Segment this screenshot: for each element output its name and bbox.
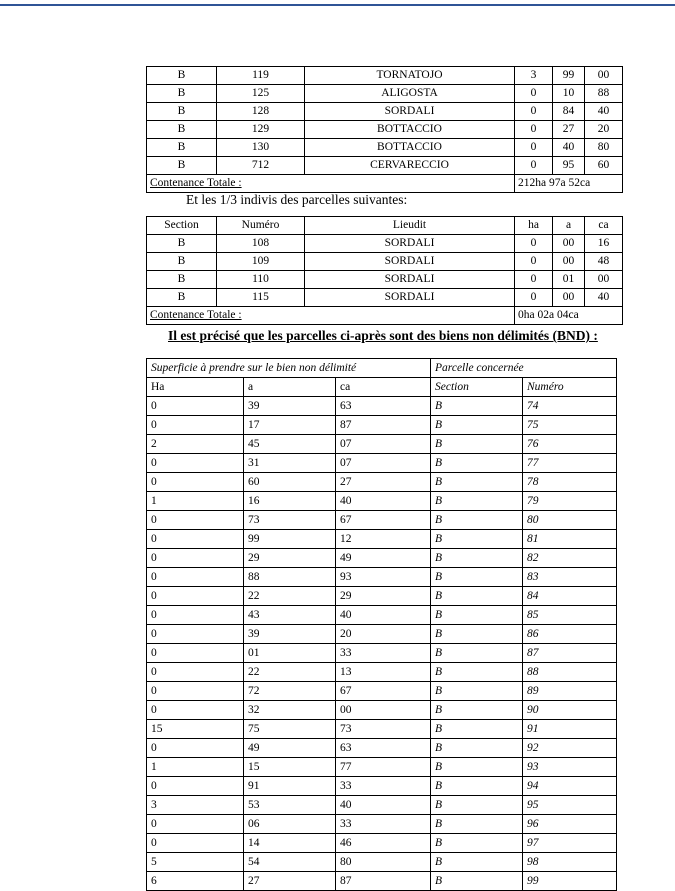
cell-numero: 90	[523, 701, 617, 720]
cell-section: B	[431, 511, 523, 530]
cell-a: 72	[244, 682, 336, 701]
table-row	[147, 606, 617, 625]
cell-section: B	[431, 777, 523, 796]
table-row	[147, 235, 623, 253]
cell-numero: 130	[217, 139, 305, 157]
cell-ha: 0	[147, 701, 244, 720]
cell-section: B	[431, 530, 523, 549]
header-ha: ha	[515, 217, 553, 235]
cell-numero: 79	[523, 492, 617, 511]
cell-section: B	[431, 739, 523, 758]
table-row	[147, 739, 617, 758]
cell-section: B	[431, 492, 523, 511]
cell-ha: 6	[147, 872, 244, 891]
cell-section: B	[431, 473, 523, 492]
table-row	[147, 492, 617, 511]
cell-ha: 0	[147, 739, 244, 758]
cell-ca: 87	[336, 416, 431, 435]
cell-ca: 48	[585, 253, 623, 271]
cell-ha: 0	[147, 454, 244, 473]
cell-numero: 87	[523, 644, 617, 663]
table-group-header-row	[147, 359, 617, 378]
bnd-table-head	[147, 359, 617, 397]
cell-ca: 29	[336, 587, 431, 606]
cell-ca: 07	[336, 435, 431, 454]
cell-ha: 0	[147, 834, 244, 853]
cell-section: B	[431, 397, 523, 416]
cell-section: B	[431, 416, 523, 435]
cell-ca: 40	[585, 289, 623, 307]
cell-ha: 0	[147, 416, 244, 435]
cell-lieudit: TORNATOJO	[305, 67, 515, 85]
cell-section: B	[431, 758, 523, 777]
bnd-table-body	[147, 397, 617, 891]
cell-a: 14	[244, 834, 336, 853]
cell-numero: 97	[523, 834, 617, 853]
cell-ca: 33	[336, 644, 431, 663]
cell-numero: 93	[523, 758, 617, 777]
total-value: 212ha 97a 52ca	[515, 175, 623, 193]
cell-lieudit: BOTTACCIO	[305, 139, 515, 157]
header-numero: Numéro	[523, 378, 617, 397]
cell-ca: 87	[336, 872, 431, 891]
cell-ha: 3	[515, 67, 553, 85]
table-row	[147, 530, 617, 549]
cell-ca: 73	[336, 720, 431, 739]
cell-a: 49	[244, 739, 336, 758]
cell-ca: 63	[336, 397, 431, 416]
cell-numero: 84	[523, 587, 617, 606]
cell-a: 45	[244, 435, 336, 454]
cell-numero: 77	[523, 454, 617, 473]
cell-numero: 712	[217, 157, 305, 175]
cell-a: 84	[553, 103, 585, 121]
cell-section: B	[431, 549, 523, 568]
cell-numero: 96	[523, 815, 617, 834]
cell-a: 73	[244, 511, 336, 530]
cell-numero: 81	[523, 530, 617, 549]
cell-ca: 40	[585, 103, 623, 121]
table-row	[147, 416, 617, 435]
table-row	[147, 85, 623, 103]
header-lieudit: Lieudit	[305, 217, 515, 235]
cell-ca: 20	[585, 121, 623, 139]
cell-numero: 128	[217, 103, 305, 121]
header-ca: ca	[336, 378, 431, 397]
total-value: 0ha 02a 04ca	[515, 307, 623, 325]
cell-ha: 0	[515, 271, 553, 289]
cell-ha: 0	[147, 644, 244, 663]
cell-a: 53	[244, 796, 336, 815]
cell-section: B	[147, 121, 217, 139]
cell-a: 31	[244, 454, 336, 473]
cell-ca: 40	[336, 606, 431, 625]
cell-ca: 40	[336, 492, 431, 511]
cell-ha: 0	[515, 235, 553, 253]
table-row	[147, 587, 617, 606]
cell-ca: 07	[336, 454, 431, 473]
table-total-row	[147, 307, 623, 325]
cell-a: 99	[244, 530, 336, 549]
header-a: a	[244, 378, 336, 397]
cell-ha: 0	[515, 103, 553, 121]
cell-numero: 91	[523, 720, 617, 739]
group-header-superficie: Superficie à prendre sur le bien non délimité	[147, 359, 431, 378]
cell-section: B	[147, 157, 217, 175]
cell-ha: 0	[147, 587, 244, 606]
cell-section: B	[431, 834, 523, 853]
cell-numero: 82	[523, 549, 617, 568]
cell-ha: 0	[147, 777, 244, 796]
cell-ha: 0	[147, 473, 244, 492]
cell-section: B	[431, 815, 523, 834]
cell-section: B	[431, 454, 523, 473]
cell-ca: 67	[336, 682, 431, 701]
cell-section: B	[147, 235, 217, 253]
cell-ca: 60	[585, 157, 623, 175]
table-row	[147, 872, 617, 891]
cell-ca: 93	[336, 568, 431, 587]
table-header-row	[147, 217, 623, 235]
cell-numero: 129	[217, 121, 305, 139]
cell-ha: 3	[147, 796, 244, 815]
page-top-rule	[0, 4, 675, 6]
cell-ca: 80	[336, 853, 431, 872]
cell-ha: 15	[147, 720, 244, 739]
cell-lieudit: BOTTACCIO	[305, 121, 515, 139]
cell-ha: 5	[147, 853, 244, 872]
parcel-table-indivis-body	[147, 235, 623, 325]
cell-ca: 49	[336, 549, 431, 568]
heading-bnd: Il est précisé que les parcelles ci-après sont des biens non délimités (BND) :	[168, 328, 598, 343]
cell-section: B	[431, 435, 523, 454]
table-row	[147, 473, 617, 492]
cell-ha: 0	[147, 625, 244, 644]
cell-section: B	[147, 271, 217, 289]
cell-numero: 75	[523, 416, 617, 435]
cell-lieudit: SORDALI	[305, 289, 515, 307]
bnd-table	[146, 358, 617, 891]
cell-ha: 1	[147, 492, 244, 511]
bnd-table-container	[146, 358, 617, 891]
cell-ha: 0	[147, 511, 244, 530]
cell-ha: 0	[147, 815, 244, 834]
cell-numero: 76	[523, 435, 617, 454]
cell-ha: 0	[515, 289, 553, 307]
cell-numero: 125	[217, 85, 305, 103]
cell-ca: 88	[585, 85, 623, 103]
cell-section: B	[431, 625, 523, 644]
header-ha: Ha	[147, 378, 244, 397]
cell-numero: 119	[217, 67, 305, 85]
header-a: a	[553, 217, 585, 235]
cell-a: 16	[244, 492, 336, 511]
cell-ca: 46	[336, 834, 431, 853]
cell-lieudit: ALIGOSTA	[305, 85, 515, 103]
parcel-table-indivis-container	[146, 216, 623, 325]
cell-ca: 00	[336, 701, 431, 720]
cell-ca: 13	[336, 663, 431, 682]
cell-section: B	[431, 587, 523, 606]
cell-a: 32	[244, 701, 336, 720]
cell-a: 15	[244, 758, 336, 777]
cell-ca: 00	[585, 67, 623, 85]
cell-numero: 89	[523, 682, 617, 701]
table-row	[147, 397, 617, 416]
table-row	[147, 121, 623, 139]
table-row	[147, 625, 617, 644]
cell-ha: 0	[147, 606, 244, 625]
cell-a: 39	[244, 397, 336, 416]
table-row	[147, 663, 617, 682]
cell-ca: 33	[336, 815, 431, 834]
table-row	[147, 271, 623, 289]
cell-section: B	[431, 701, 523, 720]
parcel-table-top-container	[146, 66, 623, 193]
cell-numero: 74	[523, 397, 617, 416]
cell-a: 60	[244, 473, 336, 492]
header-section: Section	[431, 378, 523, 397]
cell-section: B	[431, 644, 523, 663]
table-row	[147, 796, 617, 815]
cell-numero: 98	[523, 853, 617, 872]
cell-a: 00	[553, 289, 585, 307]
cell-a: 17	[244, 416, 336, 435]
cell-numero: 110	[217, 271, 305, 289]
cell-lieudit: CERVARECCIO	[305, 157, 515, 175]
cell-section: B	[431, 796, 523, 815]
table-total-row	[147, 175, 623, 193]
cell-numero: 95	[523, 796, 617, 815]
group-header-parcelle: Parcelle concernée	[431, 359, 617, 378]
cell-a: 00	[553, 253, 585, 271]
cell-numero: 108	[217, 235, 305, 253]
cell-section: B	[431, 606, 523, 625]
cell-a: 40	[553, 139, 585, 157]
cell-section: B	[147, 139, 217, 157]
cell-a: 54	[244, 853, 336, 872]
cell-a: 29	[244, 549, 336, 568]
parcel-table-top-body	[147, 67, 623, 193]
cell-ca: 27	[336, 473, 431, 492]
cell-section: B	[147, 253, 217, 271]
cell-section: B	[431, 568, 523, 587]
header-numero: Numéro	[217, 217, 305, 235]
cell-a: 95	[553, 157, 585, 175]
cell-numero: 83	[523, 568, 617, 587]
table-row	[147, 815, 617, 834]
table-row	[147, 289, 623, 307]
cell-section: B	[147, 67, 217, 85]
cell-ha: 0	[515, 121, 553, 139]
cell-ha: 0	[515, 253, 553, 271]
cell-a: 99	[553, 67, 585, 85]
cell-ha: 0	[515, 157, 553, 175]
cell-ha: 0	[515, 139, 553, 157]
cell-ha: 0	[147, 530, 244, 549]
table-row	[147, 511, 617, 530]
cell-numero: 99	[523, 872, 617, 891]
cell-numero: 115	[217, 289, 305, 307]
table-row	[147, 682, 617, 701]
cell-numero: 85	[523, 606, 617, 625]
parcel-table-indivis	[146, 216, 623, 325]
cell-lieudit: SORDALI	[305, 103, 515, 121]
cell-section: B	[431, 720, 523, 739]
cell-ca: 77	[336, 758, 431, 777]
table-row	[147, 157, 623, 175]
cell-lieudit: SORDALI	[305, 271, 515, 289]
table-row	[147, 549, 617, 568]
cell-ha: 0	[147, 549, 244, 568]
table-row	[147, 777, 617, 796]
cell-ca: 33	[336, 777, 431, 796]
cell-ha: 0	[147, 397, 244, 416]
cell-ca: 16	[585, 235, 623, 253]
table-row	[147, 253, 623, 271]
cell-a: 22	[244, 663, 336, 682]
cell-a: 88	[244, 568, 336, 587]
cell-lieudit: SORDALI	[305, 253, 515, 271]
table-row	[147, 853, 617, 872]
cell-section: B	[431, 682, 523, 701]
total-label: Contenance Totale :	[147, 175, 515, 193]
table-row	[147, 454, 617, 473]
cell-ca: 12	[336, 530, 431, 549]
cell-numero: 92	[523, 739, 617, 758]
cell-ha: 0	[147, 682, 244, 701]
cell-section: B	[431, 872, 523, 891]
cell-section: B	[147, 85, 217, 103]
cell-section: B	[431, 853, 523, 872]
cell-a: 39	[244, 625, 336, 644]
table-row	[147, 644, 617, 663]
cell-numero: 78	[523, 473, 617, 492]
table-row	[147, 139, 623, 157]
cell-a: 75	[244, 720, 336, 739]
table-row	[147, 701, 617, 720]
cell-ca: 20	[336, 625, 431, 644]
cell-ca: 00	[585, 271, 623, 289]
cell-a: 00	[553, 235, 585, 253]
cell-numero: 109	[217, 253, 305, 271]
cell-section: B	[147, 289, 217, 307]
cell-numero: 80	[523, 511, 617, 530]
parcel-table-indivis-head	[147, 217, 623, 235]
table-row	[147, 834, 617, 853]
table-header-row	[147, 378, 617, 397]
header-ca: ca	[585, 217, 623, 235]
cell-a: 22	[244, 587, 336, 606]
cell-numero: 94	[523, 777, 617, 796]
cell-ca: 63	[336, 739, 431, 758]
table-row	[147, 720, 617, 739]
cell-section: B	[431, 663, 523, 682]
cell-a: 27	[244, 872, 336, 891]
cell-a: 91	[244, 777, 336, 796]
parcel-table-top	[146, 66, 623, 193]
cell-a: 27	[553, 121, 585, 139]
cell-lieudit: SORDALI	[305, 235, 515, 253]
cell-ha: 0	[147, 663, 244, 682]
header-section: Section	[147, 217, 217, 235]
cell-a: 43	[244, 606, 336, 625]
table-row	[147, 568, 617, 587]
cell-ca: 67	[336, 511, 431, 530]
table-row	[147, 67, 623, 85]
cell-ha: 0	[147, 568, 244, 587]
table-row	[147, 435, 617, 454]
cell-ca: 80	[585, 139, 623, 157]
cell-section: B	[147, 103, 217, 121]
cell-ca: 40	[336, 796, 431, 815]
paragraph-indivis: Et les 1/3 indivis des parcelles suivantes:	[186, 192, 408, 207]
cell-a: 06	[244, 815, 336, 834]
cell-ha: 0	[515, 85, 553, 103]
cell-ha: 2	[147, 435, 244, 454]
cell-a: 10	[553, 85, 585, 103]
cell-numero: 86	[523, 625, 617, 644]
total-label: Contenance Totale :	[147, 307, 515, 325]
table-row	[147, 103, 623, 121]
cell-a: 01	[553, 271, 585, 289]
table-row	[147, 758, 617, 777]
cell-a: 01	[244, 644, 336, 663]
cell-ha: 1	[147, 758, 244, 777]
cell-numero: 88	[523, 663, 617, 682]
